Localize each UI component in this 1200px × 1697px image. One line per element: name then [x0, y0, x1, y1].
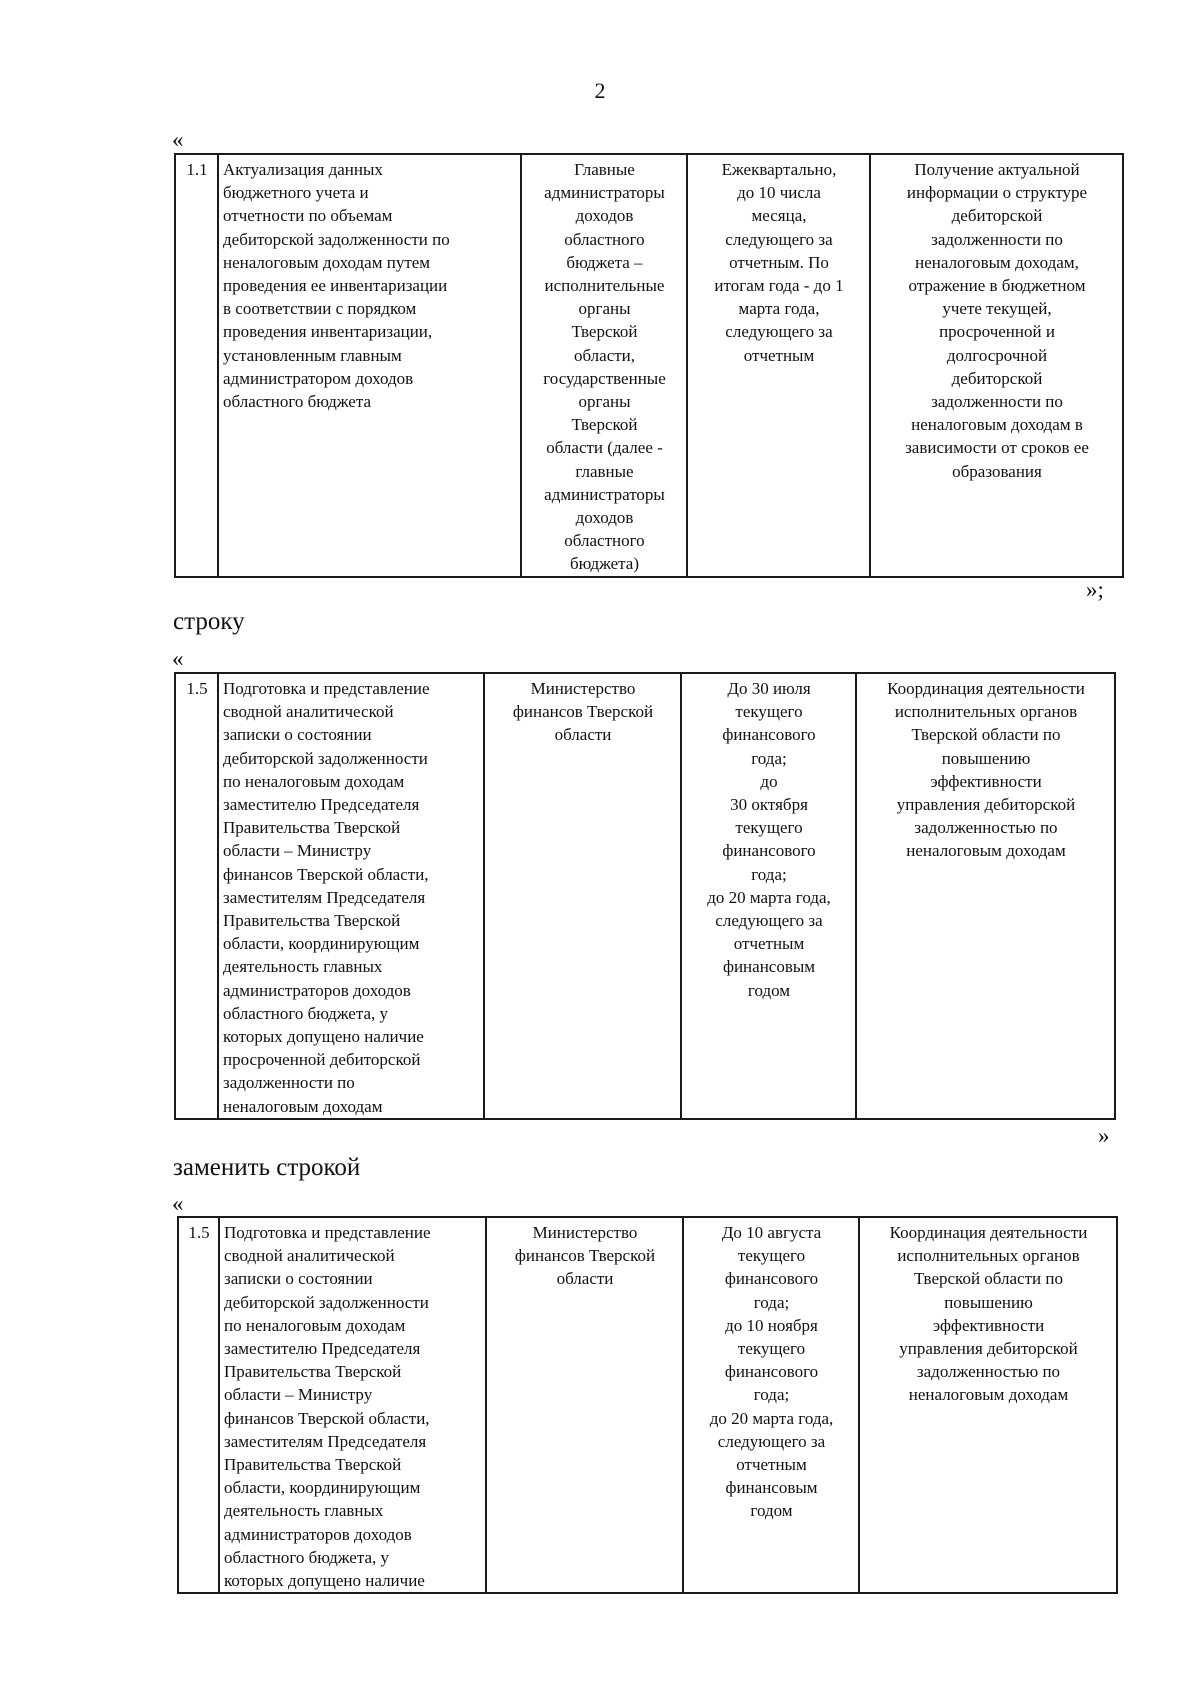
cell-text-line: года;	[753, 1292, 790, 1312]
cell-text-line: задолженности по	[931, 392, 1063, 412]
cell-text-line: исполнительных органов	[894, 702, 1078, 722]
cell-text-line: Координация деятельности	[887, 679, 1085, 698]
cell-text-line: бюджетного учета и	[223, 183, 369, 203]
measure-description-cell	[218, 154, 521, 577]
cell-text-line: которых допущено наличие	[224, 1571, 425, 1591]
cell-text-line: администраторы	[544, 183, 665, 203]
cell-text-line: отчетным	[736, 1455, 807, 1475]
cell-text-line: главные	[575, 461, 634, 481]
executor-cell	[484, 673, 681, 1119]
cell-text-line: годом	[750, 1501, 793, 1521]
cell-text-line: финансового	[722, 841, 816, 861]
cell-text-line: неналоговым доходам путем	[223, 252, 431, 272]
cell-text-line: управления дебиторской	[899, 1339, 1078, 1359]
cell-text-line: задолженностью по	[914, 818, 1058, 838]
cell-text-line: заместителю Председателя	[223, 795, 420, 815]
cell-text-line: отчетности по объемам	[223, 206, 393, 226]
cell-text-line: дебиторской задолженности	[223, 748, 428, 768]
cell-text-line: органы	[578, 392, 631, 412]
cell-text-line: проведения ее инвентаризации	[223, 276, 448, 296]
cell-text-line: текущего	[735, 818, 803, 838]
expected-result-cell	[859, 1217, 1117, 1593]
cell-text-line: 30 октября	[730, 795, 808, 815]
executor-cell	[486, 1217, 683, 1593]
table-row-1-5-old	[174, 672, 1116, 1120]
cell-text-line: областного	[564, 531, 645, 551]
cell-text-line: финансового	[724, 1269, 819, 1289]
cell-text-line: неналоговым доходам	[908, 1385, 1069, 1405]
cell-text-line: по неналоговым доходам	[223, 771, 405, 791]
cell-text-line: области – Министру	[223, 841, 372, 861]
cell-text-line: дебиторской	[951, 206, 1043, 226]
cell-text-line: просроченной и	[939, 322, 1055, 342]
cell-text-line: заместителям Председателя	[224, 1431, 427, 1451]
cell-text-line: финансовым	[725, 1478, 818, 1498]
cell-text-line: Министерство	[530, 679, 636, 698]
cell-text-line: эффективности	[930, 771, 1042, 791]
cell-text-line: органы	[578, 299, 631, 319]
cell-text-line: доходов	[575, 206, 634, 226]
cell-text-line: следующего за	[715, 911, 823, 931]
cell-text-line: долгосрочной	[946, 345, 1048, 365]
measure-description-cell	[218, 673, 484, 1119]
cell-text-line: образования	[952, 461, 1042, 481]
cell-text-line: по неналоговым доходам	[224, 1315, 406, 1335]
cell-text-line: дебиторской	[951, 368, 1043, 388]
cell-text-line: области	[554, 725, 612, 745]
cell-text-line: записки о состоянии	[224, 1269, 373, 1289]
cell-text-line: неналоговым доходам в	[911, 415, 1083, 435]
cell-text-line: областного бюджета, у	[223, 1003, 389, 1023]
opening-quote: «	[172, 646, 184, 671]
cell-text-line: областного бюджета, у	[224, 1547, 390, 1567]
cell-text-line: отчетным	[743, 345, 815, 365]
cell-text-line: области	[556, 1269, 614, 1289]
cell-text-line: государственные	[543, 368, 666, 388]
cell-text-line: заместителю Председателя	[224, 1339, 421, 1359]
opening-quote: «	[172, 1191, 184, 1216]
cell-text-line: бюджета)	[569, 554, 640, 574]
cell-text-line: текущего	[737, 1339, 806, 1359]
cell-text-line: марта года,	[738, 299, 820, 319]
cell-text-line: просроченной дебиторской	[223, 1050, 421, 1070]
cell-text-line: бюджета –	[566, 252, 643, 272]
cell-text-line: задолженности по	[223, 1073, 355, 1093]
cell-text-line: областного	[564, 229, 645, 249]
cell-text-line: до 10 числа	[737, 183, 821, 203]
cell-text-line: Правительства Тверской	[224, 1362, 402, 1382]
cell-text-line: следующего за	[725, 229, 833, 249]
section-heading-replace: заменить строкой	[173, 1154, 361, 1181]
cell-text-line: администратором доходов	[223, 368, 414, 388]
cell-text-line: месяца,	[751, 206, 807, 226]
cell-text-line: Тверской	[571, 415, 638, 435]
cell-text-line: деятельность главных	[223, 957, 383, 977]
expected-result-cell	[870, 154, 1123, 577]
cell-text-line: заместителям Председателя	[223, 887, 426, 907]
cell-text-line: до 20 марта года,	[707, 887, 831, 907]
cell-text-line: дебиторской задолженности по	[223, 229, 450, 249]
deadline-cell	[683, 1217, 859, 1593]
cell-text-line: проведения инвентаризации,	[223, 322, 433, 342]
cell-text-line: области, координирующим	[224, 1478, 421, 1498]
cell-text-line: исполнительные	[544, 276, 665, 296]
executor-cell	[521, 154, 687, 577]
cell-text-line: годом	[747, 980, 791, 1000]
cell-text-line: учете текущей,	[942, 299, 1052, 319]
cell-text-line: До 30 июля	[727, 679, 811, 698]
cell-text-line: неналоговым доходам	[906, 841, 1066, 861]
cell-text-line: года;	[751, 748, 787, 768]
cell-text-line: финансов Тверской	[512, 702, 654, 722]
cell-text-line: повышению	[941, 748, 1031, 768]
cell-text-line: Тверской области по	[911, 725, 1061, 745]
cell-text-line: Правительства Тверской	[223, 911, 401, 931]
row-number-cell: 1.5	[178, 1217, 219, 1593]
cell-text-line: задолженностью по	[916, 1362, 1061, 1382]
cell-text-line: Тверской	[571, 322, 638, 342]
cell-text-line: до 20 марта года,	[709, 1408, 834, 1428]
measure-description-cell	[219, 1217, 486, 1593]
cell-text-line: Подготовка и представление	[224, 1223, 431, 1242]
cell-text-line: отражение в бюджетном	[908, 276, 1086, 296]
cell-text-line: в соответствии с порядком	[223, 299, 417, 319]
cell-text-line: сводной аналитической	[223, 702, 394, 722]
cell-text-line: отчетным. По	[729, 252, 829, 272]
cell-text-line: дебиторской задолженности	[224, 1292, 429, 1312]
cell-text-line: деятельность главных	[224, 1501, 384, 1521]
cell-text-line: которых допущено наличие	[223, 1027, 424, 1047]
cell-text-line: неналоговым доходам,	[915, 252, 1079, 272]
deadline-cell	[681, 673, 856, 1119]
section-heading-line: строку	[173, 608, 245, 635]
cell-text-line: управления дебиторской	[896, 795, 1076, 815]
cell-text-line: администраторы	[544, 484, 665, 504]
cell-text-line: до	[760, 771, 778, 791]
cell-text-line: администраторов доходов	[224, 1524, 412, 1544]
cell-text-line: текущего	[735, 702, 803, 722]
cell-text-line: доходов	[575, 508, 634, 528]
cell-text-line: задолженности по	[931, 229, 1063, 249]
cell-text-line: Тверской области по	[914, 1269, 1063, 1289]
cell-text-line: установленным главным	[223, 345, 402, 365]
cell-text-line: финансов Тверской области,	[223, 864, 429, 884]
cell-text-line: Правительства Тверской	[224, 1455, 402, 1475]
cell-text-line: следующего за	[717, 1431, 826, 1451]
cell-text-line: области,	[573, 345, 636, 365]
expected-result-cell	[856, 673, 1115, 1119]
cell-text-line: зависимости от сроков ее	[905, 438, 1089, 458]
cell-text-line: информации о структуре	[906, 183, 1088, 203]
cell-text-line: года;	[753, 1385, 790, 1405]
deadline-cell	[687, 154, 870, 577]
cell-text-line: областного бюджета	[223, 392, 372, 412]
cell-text-line: администраторов доходов	[223, 980, 411, 1000]
page-number: 2	[594, 78, 606, 103]
cell-text-line: Главные	[574, 160, 635, 179]
cell-text-line: Министерство	[532, 1223, 638, 1242]
opening-quote: «	[172, 127, 184, 152]
cell-text-line: финансов Тверской области,	[224, 1408, 430, 1428]
table-row-1-5-new	[177, 1216, 1118, 1594]
cell-text-line: Актуализация данных	[223, 160, 383, 179]
row-number-cell: 1.5	[175, 673, 218, 1119]
cell-text-line: финансового	[722, 725, 816, 745]
cell-text-line: сводной аналитической	[224, 1246, 395, 1266]
row-number-cell: 1.1	[175, 154, 218, 577]
cell-text-line: записки о состоянии	[223, 725, 372, 745]
cell-text-line: следующего за	[725, 322, 833, 342]
cell-text-line: области – Министру	[224, 1385, 373, 1405]
cell-text-line: Координация деятельности	[889, 1223, 1088, 1242]
closing-quote: »	[1098, 1123, 1110, 1148]
cell-text-line: исполнительных органов	[897, 1246, 1080, 1266]
cell-text-line: итогам года - до 1	[714, 276, 844, 296]
cell-text-line: До 10 августа	[721, 1223, 822, 1242]
cell-text-line: области, координирующим	[223, 934, 420, 954]
cell-text-line: эффективности	[932, 1315, 1045, 1335]
table-row-1-1	[174, 153, 1124, 578]
cell-text-line: текущего	[737, 1246, 806, 1266]
cell-text-line: неналоговым доходам	[223, 1096, 383, 1116]
cell-text-line: финансов Тверской	[514, 1246, 656, 1266]
cell-text-line: Правительства Тверской	[223, 818, 401, 838]
cell-text-line: финансового	[724, 1362, 819, 1382]
closing-quote: »;	[1086, 577, 1104, 602]
cell-text-line: Подготовка и представление	[223, 679, 430, 698]
cell-text-line: повышению	[944, 1292, 1033, 1312]
cell-text-line: года;	[751, 864, 787, 884]
cell-text-line: до 10 ноября	[725, 1315, 818, 1335]
cell-text-line: области (далее -	[546, 438, 663, 458]
cell-text-line: финансовым	[722, 957, 816, 977]
cell-text-line: отчетным	[733, 934, 805, 954]
cell-text-line: Ежеквартально,	[721, 160, 837, 179]
cell-text-line: Получение актуальной	[914, 160, 1080, 179]
